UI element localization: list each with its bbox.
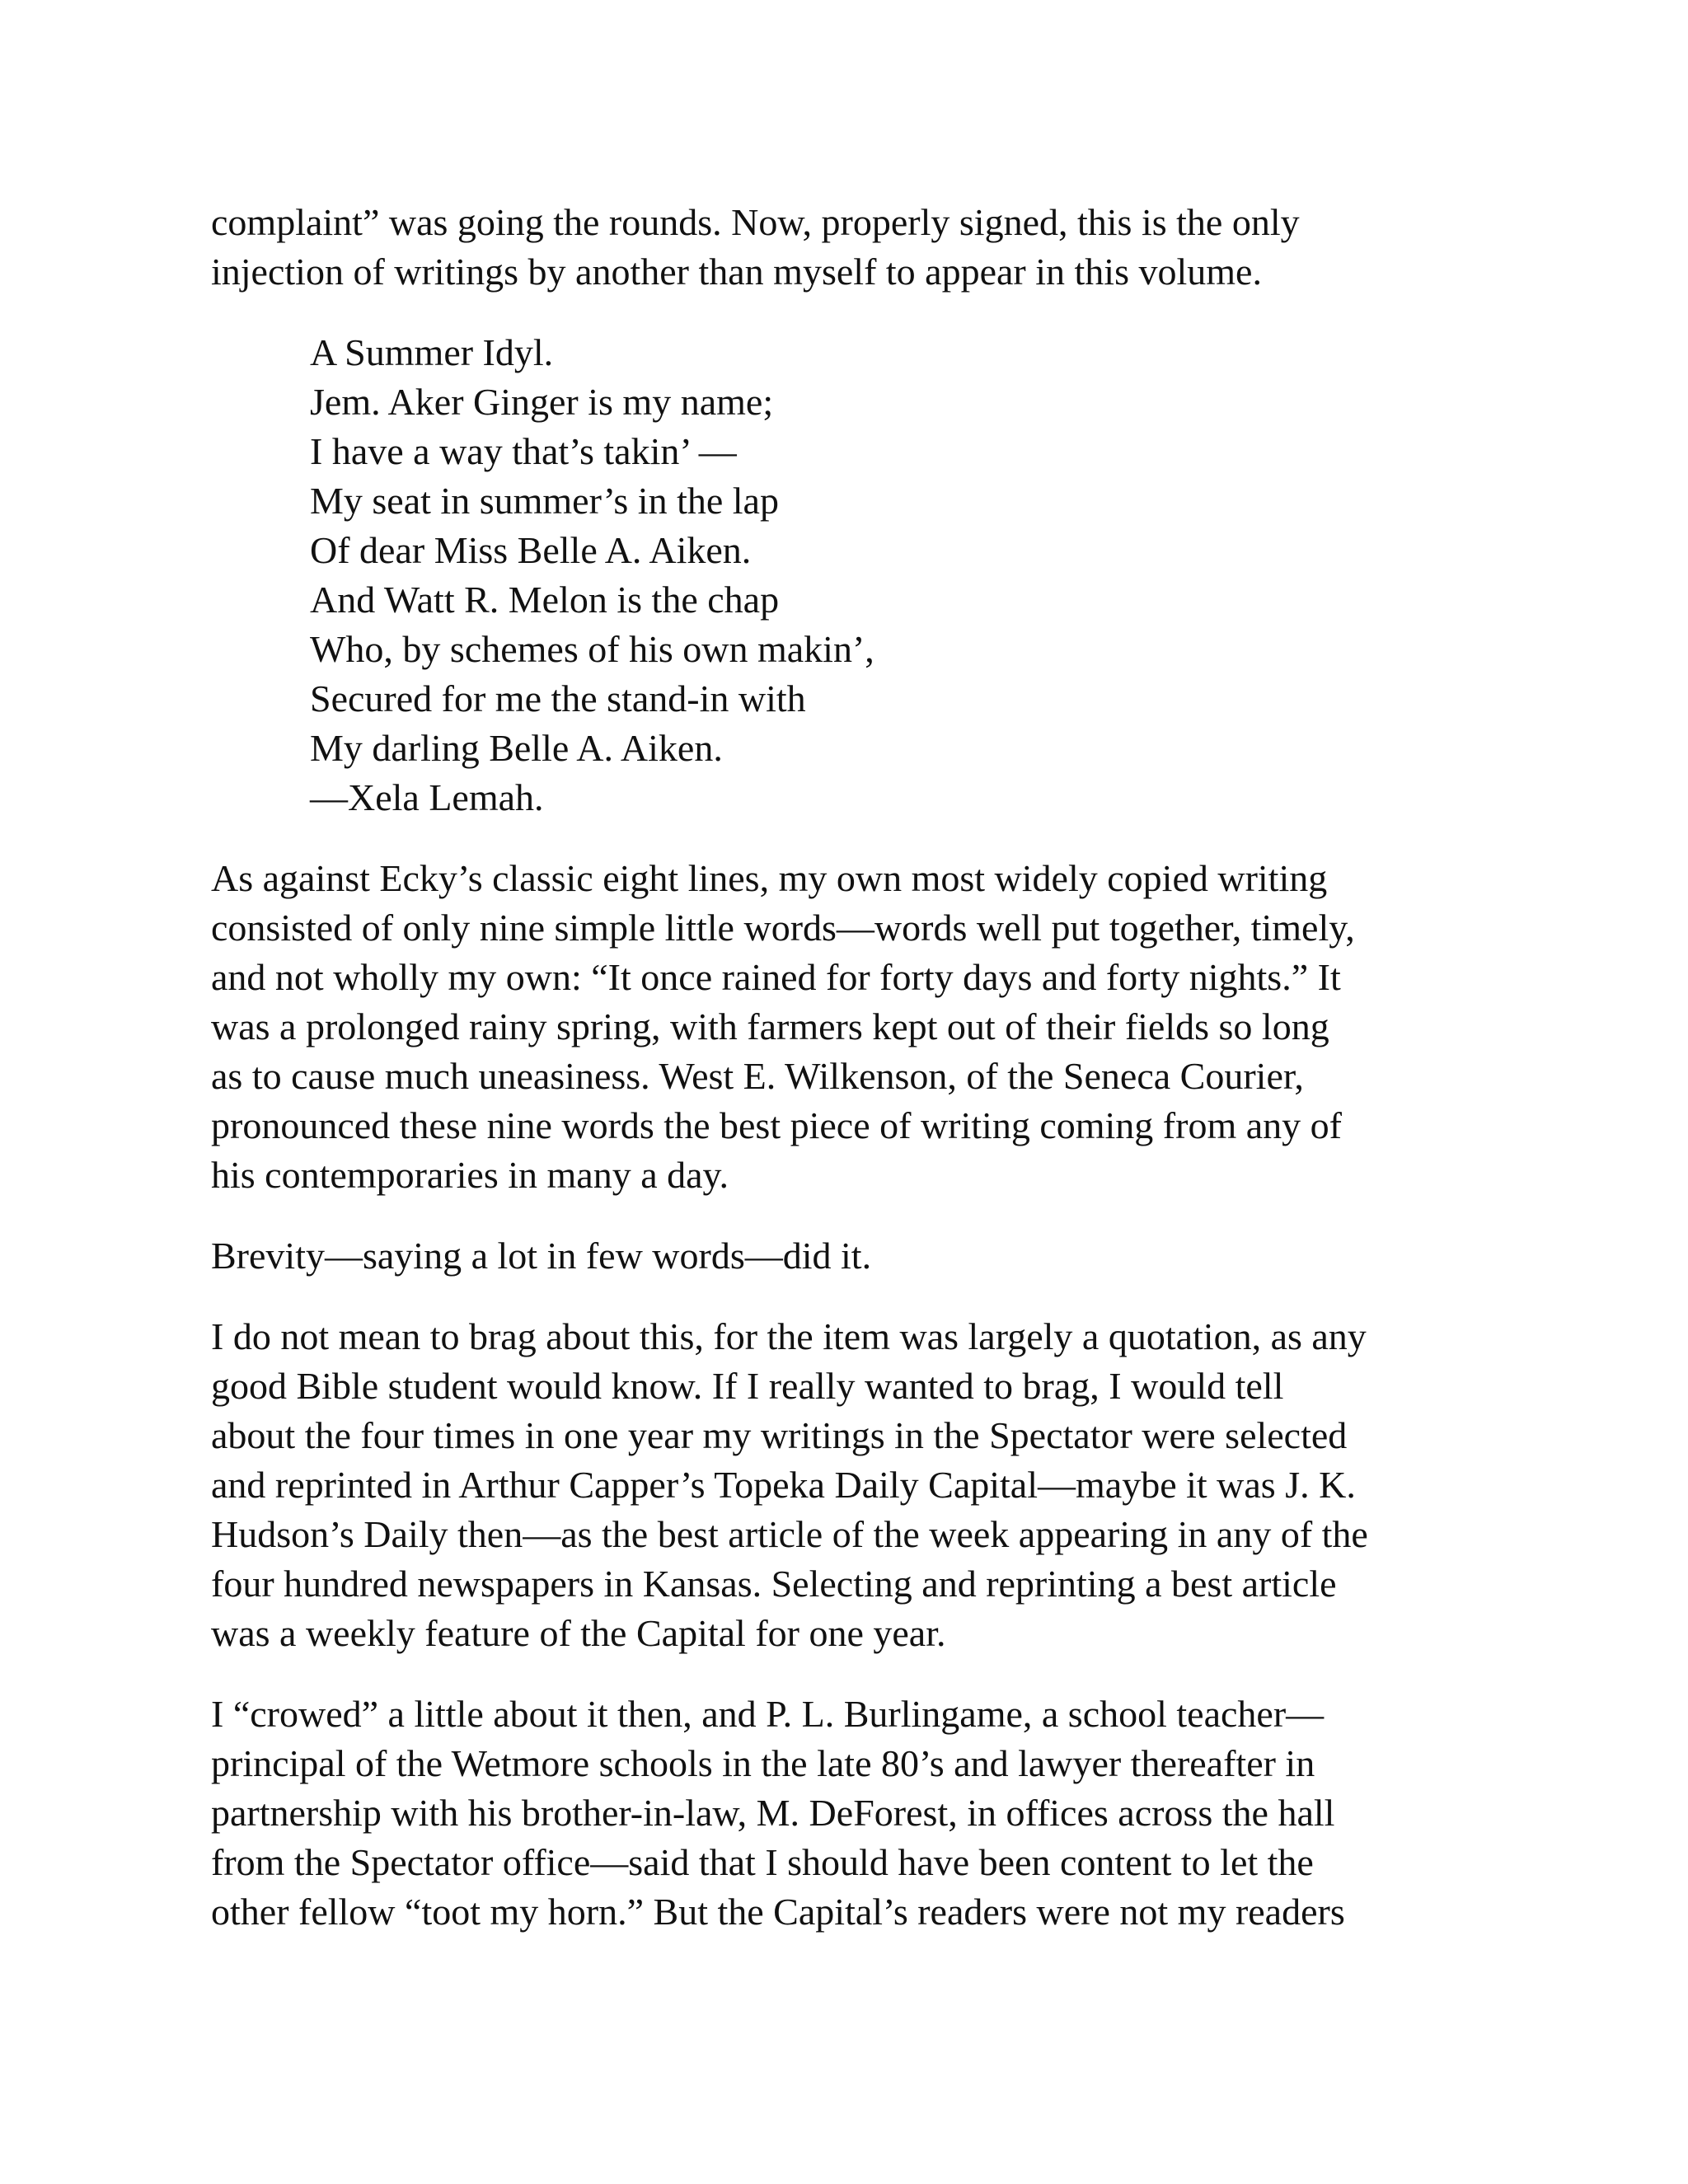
text-line: complaint” was going the rounds. Now, properly signed, this is the only <box>211 201 1300 243</box>
text-line: injection of writings by another than myself to appear in this volume. <box>211 251 1262 293</box>
text-line: partnership with his brother-in-law, M. DeForest, in offices across the hall <box>211 1792 1335 1834</box>
text-line: about the four times in one year my writings in the Spectator were selected <box>211 1414 1348 1456</box>
text-line: from the Spectator office—said that I should have been content to let the <box>211 1841 1314 1883</box>
intro-paragraph <box>211 198 1497 297</box>
poem-line: Secured for me the stand-in with <box>310 677 806 719</box>
page-text <box>211 198 1497 1968</box>
text-line: other fellow “toot my horn.” But the Capital’s readers were not my readers <box>211 1891 1345 1933</box>
text-line: as to cause much uneasiness. West E. Wilkenson, of the Seneca Courier, <box>211 1055 1304 1097</box>
text-line: good Bible student would know. If I really wanted to brag, I would tell <box>211 1365 1284 1407</box>
poem-line: My darling Belle A. Aiken. <box>310 727 723 769</box>
paragraph-brag <box>211 1312 1497 1658</box>
text-line: and not wholly my own: “It once rained for forty days and forty nights.” It <box>211 956 1341 998</box>
text-line: and reprinted in Arthur Capper’s Topeka Daily Capital—maybe it was J. K. <box>211 1464 1356 1506</box>
paragraph-ecky <box>211 854 1497 1200</box>
text-line: principal of the Wetmore schools in the late 80’s and lawyer thereafter in <box>211 1742 1315 1784</box>
text-line: consisted of only nine simple little words—words well put together, timely, <box>211 907 1355 949</box>
poem-line: And Watt R. Melon is the chap <box>310 579 780 621</box>
paragraph-brevity <box>211 1231 1497 1281</box>
paragraph-crowed <box>211 1690 1497 1937</box>
text-line: was a weekly feature of the Capital for one year. <box>211 1612 946 1654</box>
text-line: I do not mean to brag about this, for the item was largely a quotation, as any <box>211 1315 1367 1357</box>
poem-title: A Summer Idyl. <box>310 331 554 373</box>
poem-line: I have a way that’s takin’ — <box>310 430 737 472</box>
text-line: his contemporaries in many a day. <box>211 1154 729 1196</box>
text-line: As against Ecky’s classic eight lines, my own most widely copied writing <box>211 857 1328 899</box>
poem-block <box>310 328 1497 823</box>
text-line: Brevity—saying a lot in few words—did it. <box>211 1235 872 1277</box>
poem-line: Who, by schemes of his own makin’, <box>310 628 874 670</box>
text-line: Hudson’s Daily then—as the best article of the week appearing in any of the <box>211 1513 1368 1555</box>
text-line: I “crowed” a little about it then, and P. L. Burlingame, a school teacher— <box>211 1693 1325 1735</box>
text-line: pronounced these nine words the best piece of writing coming from any of <box>211 1104 1342 1146</box>
text-line: was a prolonged rainy spring, with farmers kept out of their fields so long <box>211 1005 1329 1047</box>
text-line: four hundred newspapers in Kansas. Selecting and reprinting a best article <box>211 1563 1337 1605</box>
poem-line: Jem. Aker Ginger is my name; <box>310 381 774 423</box>
poem-attribution: —Xela Lemah. <box>310 776 544 818</box>
poem-line: Of dear Miss Belle A. Aiken. <box>310 529 752 571</box>
poem-line: My seat in summer’s in the lap <box>310 480 779 522</box>
